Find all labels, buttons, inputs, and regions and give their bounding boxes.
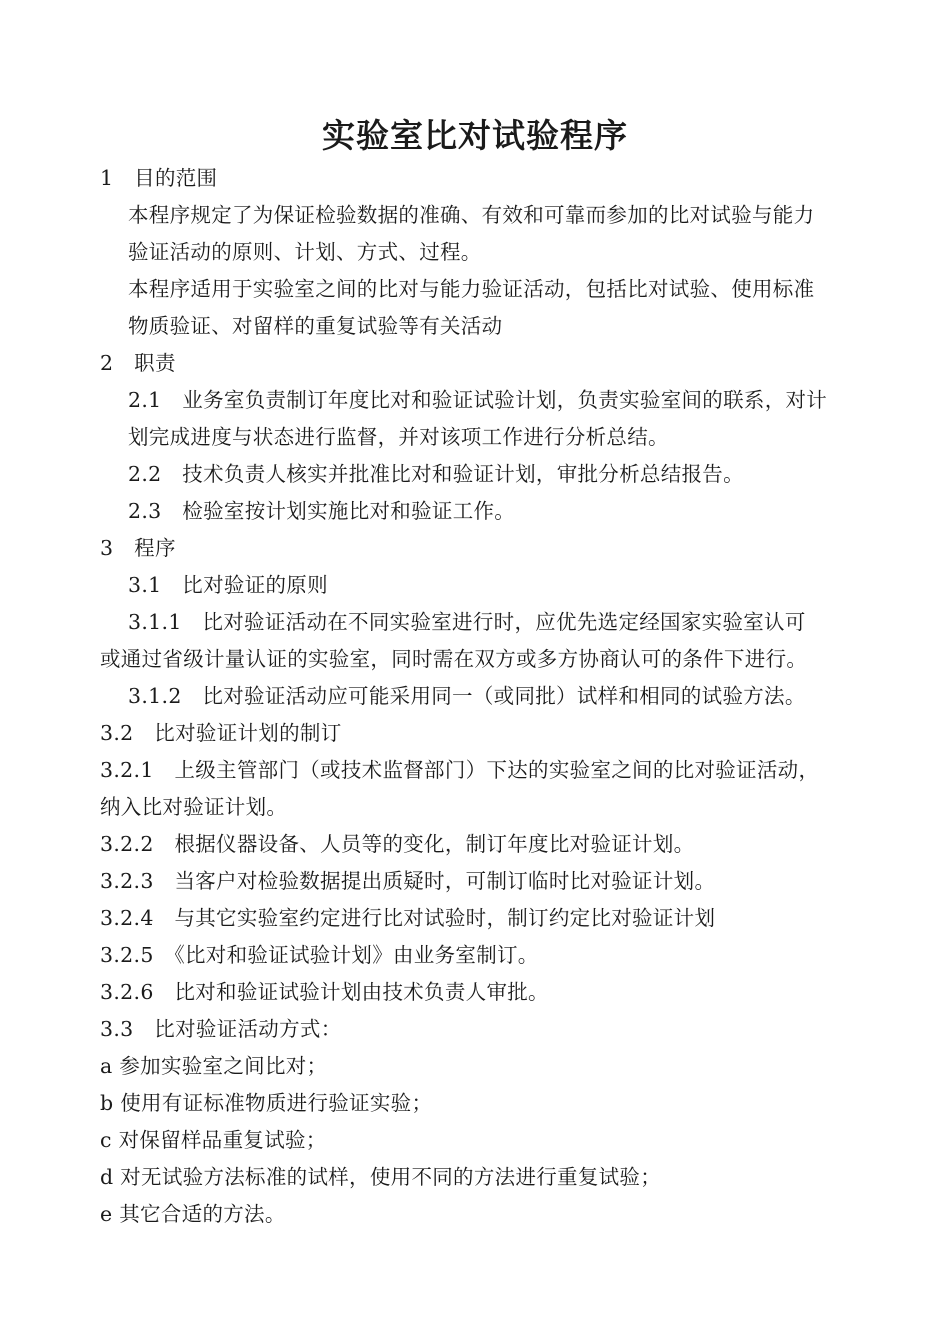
paragraph-line: 本程序适用于实验室之间的比对与能力验证活动，包括比对试验、使用标准 — [128, 277, 815, 301]
paragraph-line: 本程序规定了为保证检验数据的准确、有效和可靠而参加的比对试验与能力 — [128, 203, 815, 227]
paragraph-line: 2.1 业务室负责制订年度比对和验证试验计划，负责实验室间的联系，对计 — [128, 388, 828, 412]
paragraph-line: 2.3 检验室按计划实施比对和验证工作。 — [128, 499, 516, 523]
list-item: a 参加实验室之间比对； — [100, 1054, 328, 1078]
paragraph-line: 3.2.2 根据仪器设备、人员等的变化，制订年度比对验证计划。 — [100, 832, 695, 856]
paragraph-line: 3.2.1 上级主管部门（或技术监督部门）下达的实验室之间的比对验证活动， — [100, 758, 820, 782]
subsection-heading: 3.3 比对验证活动方式： — [100, 1017, 342, 1041]
paragraph-line: 验证活动的原则、计划、方式、过程。 — [128, 240, 482, 264]
section-heading-responsibilities: 2 职责 — [100, 351, 176, 375]
paragraph-line: 2.2 技术负责人核实并批准比对和验证计划，审批分析总结报告。 — [128, 462, 744, 486]
subsection-heading: 3.2 比对验证计划的制订 — [100, 721, 342, 745]
section-heading-procedure: 3 程序 — [100, 536, 176, 560]
subsection-heading: 3.1 比对验证的原则 — [128, 573, 328, 597]
section-heading-scope: 1 目的范围 — [100, 166, 218, 190]
paragraph-line: 3.1.1 比对验证活动在不同实验室进行时，应优先选定经国家实验室认可 — [128, 610, 806, 634]
paragraph-line: 3.2.3 当客户对检验数据提出质疑时，可制订临时比对验证计划。 — [100, 869, 716, 893]
list-item: c 对保留样品重复试验； — [100, 1128, 327, 1152]
paragraph-line: 物质验证、对留样的重复试验等有关活动 — [128, 314, 503, 338]
paragraph-line: 划完成进度与状态进行监督，并对该项工作进行分析总结。 — [128, 425, 669, 449]
paragraph-line: 纳入比对验证计划。 — [100, 795, 288, 819]
document-title: 实验室比对试验程序 — [322, 116, 628, 155]
list-item: b 使用有证标准物质进行验证实验； — [100, 1091, 433, 1115]
paragraph-line: 3.2.4 与其它实验室约定进行比对试验时，制订约定比对验证计划 — [100, 906, 716, 930]
paragraph-line: 3.2.5 《比对和验证试验计划》由业务室制订。 — [100, 943, 539, 967]
paragraph-line: 3.1.2 比对验证活动应可能采用同一（或同批）试样和相同的试验方法。 — [128, 684, 806, 708]
list-item: e 其它合适的方法。 — [100, 1202, 286, 1226]
list-item: d 对无试验方法标准的试样，使用不同的方法进行重复试验； — [100, 1165, 662, 1189]
paragraph-line: 或通过省级计量认证的实验室，同时需在双方或多方协商认可的条件下进行。 — [100, 647, 808, 671]
paragraph-line: 3.2.6 比对和验证试验计划由技术负责人审批。 — [100, 980, 549, 1004]
